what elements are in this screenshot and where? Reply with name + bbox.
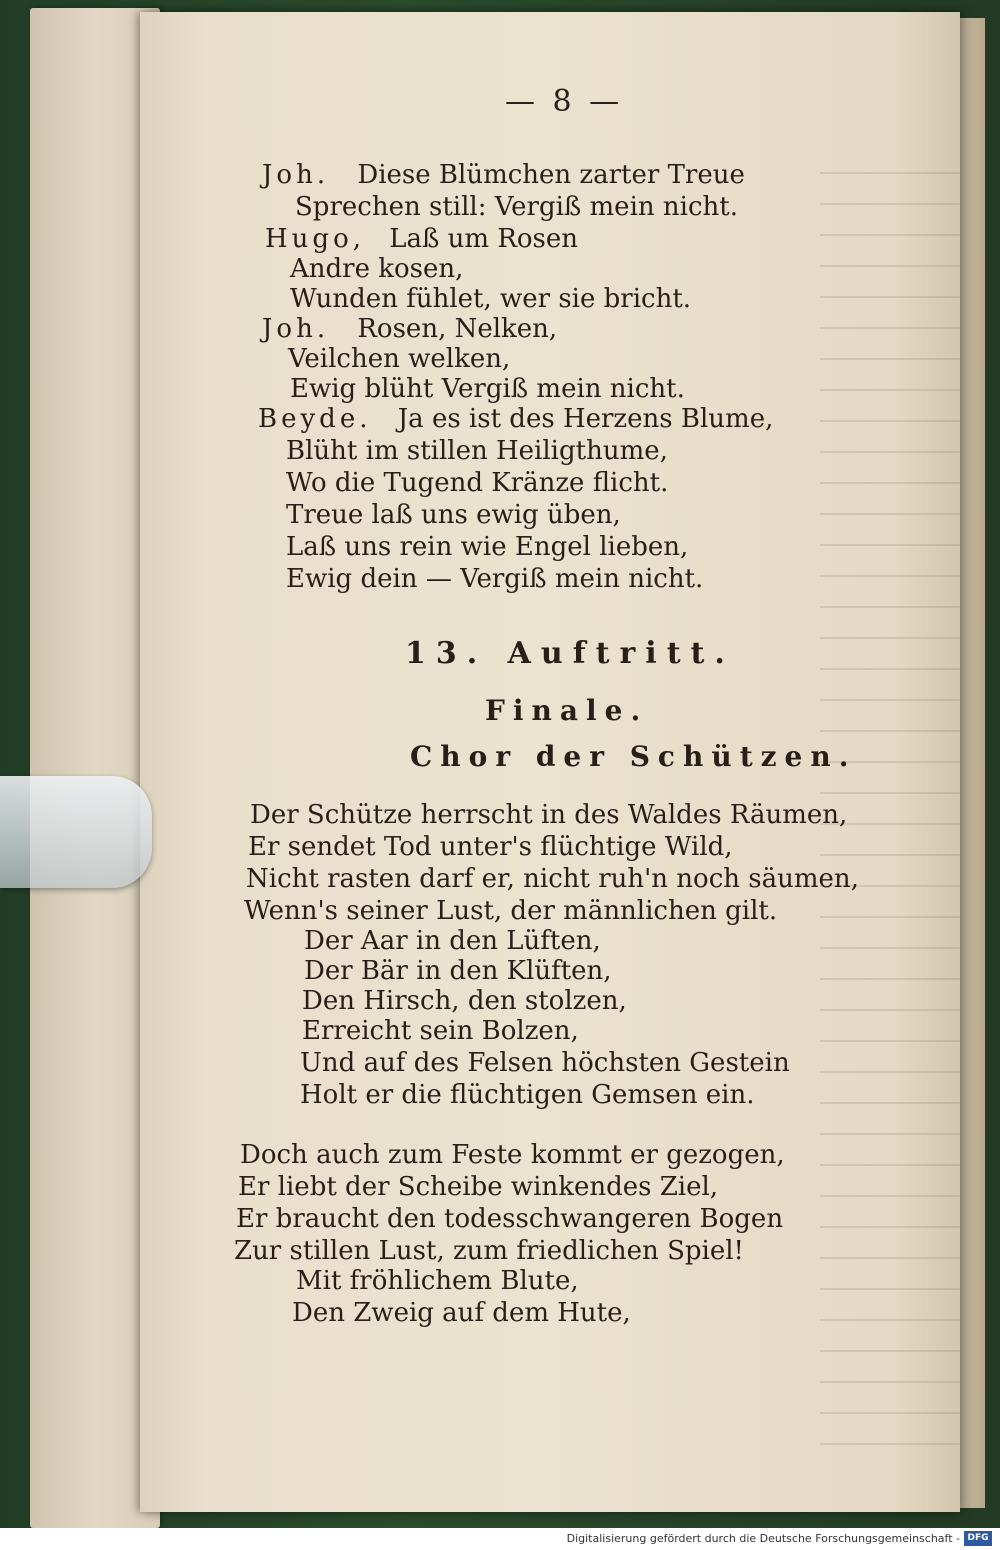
verse-text: Ewig dein — Vergiß mein nicht. xyxy=(286,564,704,594)
finale-heading: Finale. xyxy=(485,694,649,727)
duet-line xyxy=(262,160,745,190)
verse-line: Zur stillen Lust, zum friedlichen Spiel! xyxy=(234,1236,744,1266)
verse-line: Den Zweig auf dem Hute, xyxy=(292,1298,631,1328)
duet-line xyxy=(262,314,557,344)
verse-line: Und auf des Felsen höchsten Gestein xyxy=(300,1048,790,1078)
scene-heading: 13. Auftritt. xyxy=(405,636,735,671)
page-number: — 8 — xyxy=(505,84,624,119)
duet-line xyxy=(290,254,463,284)
verse-line: Er braucht den todesschwangeren Bogen xyxy=(236,1204,784,1234)
duet-line xyxy=(290,284,691,314)
verse-line: Doch auch zum Feste kommt er gezogen, xyxy=(240,1140,785,1170)
speaker-name: Joh. xyxy=(262,160,330,190)
digitization-footer xyxy=(0,1528,1000,1550)
verse-text: Andre kosen, xyxy=(290,254,464,284)
verse-text: Ewig blüht Vergiß mein nicht. xyxy=(290,374,685,404)
verse-line: Der Schütze herrscht in des Waldes Räumen, xyxy=(250,800,848,830)
verse-text: Ja es ist des Herzens Blume, xyxy=(397,404,774,434)
speaker-name: Hugo, xyxy=(265,224,365,254)
verse-line: Erreicht sein Bolzen, xyxy=(302,1016,579,1046)
verse-line: Mit fröhlichem Blute, xyxy=(296,1266,579,1296)
verse-text: Wunden fühlet, wer sie bricht. xyxy=(290,284,692,314)
duet-line xyxy=(286,500,621,530)
verse-line: Nicht rasten darf er, nicht ruh'n noch säumen, xyxy=(246,864,859,894)
dfg-logo-icon: DFG xyxy=(964,1531,992,1546)
duet-line xyxy=(295,192,738,222)
duet-line xyxy=(290,374,685,404)
footer-credit: Digitalisierung gefördert durch die Deutsche Forschungsgemeinschaft - xyxy=(566,1532,960,1545)
chorus-heading: Chor der Schützen. xyxy=(410,740,857,773)
verse-line: Der Aar in den Lüften, xyxy=(304,926,601,956)
page-holder-clip xyxy=(0,776,152,888)
verse-line: Er sendet Tod unter's flüchtige Wild, xyxy=(248,832,733,862)
verse-line: Wenn's seiner Lust, der männlichen gilt. xyxy=(244,896,778,926)
verse-text: Laß um Rosen xyxy=(389,224,579,254)
duet-line xyxy=(286,468,668,498)
verse-text: Wo die Tugend Kränze flicht. xyxy=(286,468,669,498)
duet-line xyxy=(265,224,578,254)
duet-line xyxy=(286,436,668,466)
verse-text: Treue laß uns ewig üben, xyxy=(286,500,621,530)
duet-line xyxy=(288,344,510,374)
verse-line: Der Bär in den Klüften, xyxy=(304,956,612,986)
speaker-name: Beyde. xyxy=(258,404,372,434)
speaker-name: Joh. xyxy=(262,314,330,344)
duet-line xyxy=(258,404,773,434)
verse-text: Laß uns rein wie Engel lieben, xyxy=(286,532,689,562)
verse-line: Den Hirsch, den stolzen, xyxy=(302,986,627,1016)
duet-line xyxy=(286,564,703,594)
verse-text: Diese Blümchen zarter Treue xyxy=(357,160,745,190)
verse-text: Veilchen welken, xyxy=(288,344,511,374)
duet-line xyxy=(286,532,688,562)
verse-line: Er liebt der Scheibe winkendes Ziel, xyxy=(238,1172,719,1202)
verse-text: Rosen, Nelken, xyxy=(357,314,558,344)
verse-text: Blüht im stillen Heiligthume, xyxy=(286,436,668,466)
verse-text: Sprechen still: Vergiß mein nicht. xyxy=(295,192,738,222)
verse-line: Holt er die flüchtigen Gemsen ein. xyxy=(300,1080,755,1110)
